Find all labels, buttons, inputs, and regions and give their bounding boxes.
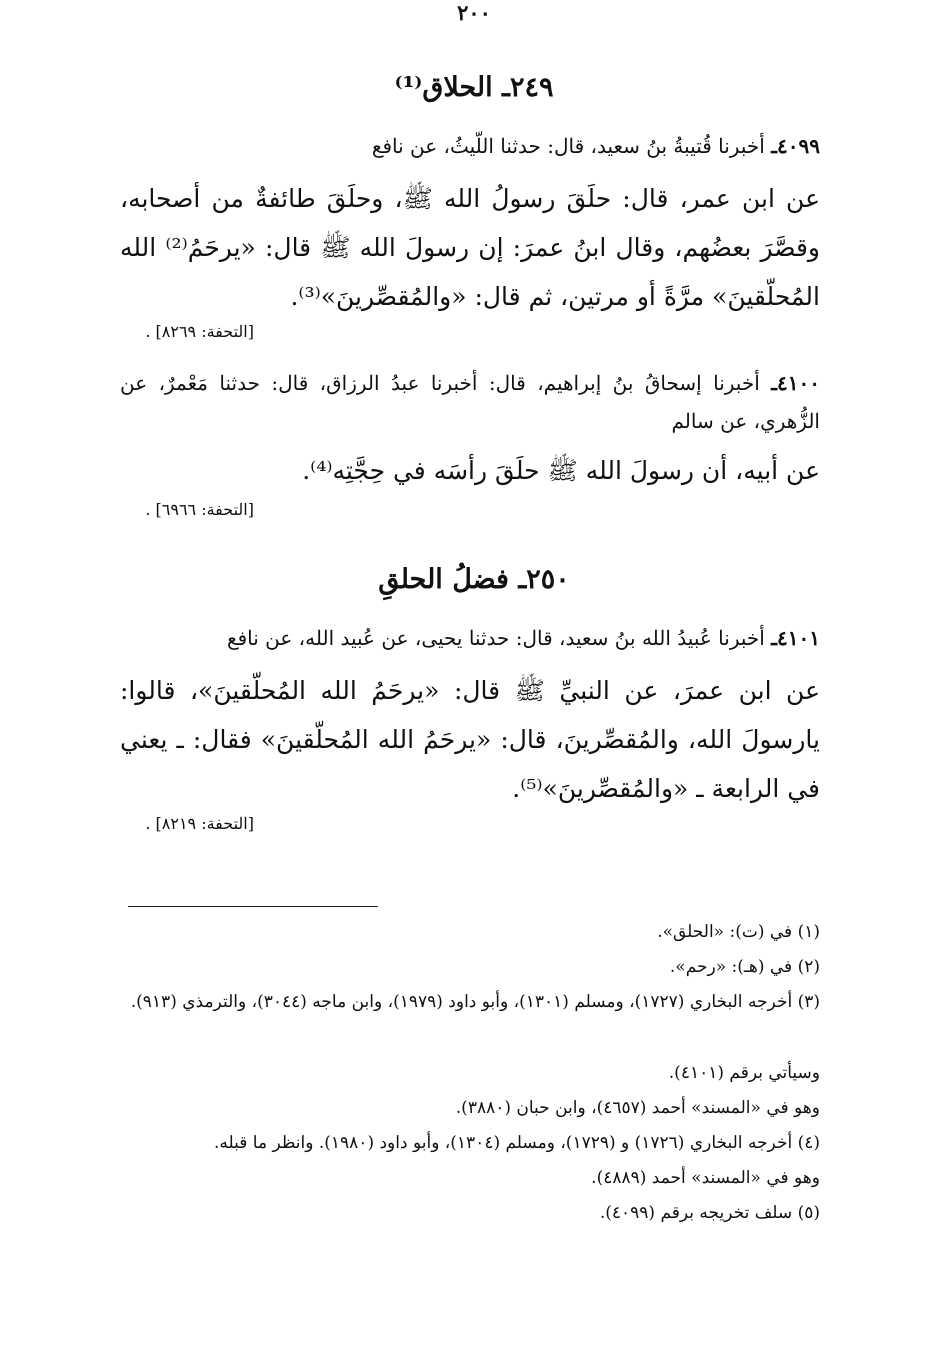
hadith-isnad [120,134,820,158]
hadith-isnad [120,626,820,650]
footnote: (١) في (ت): «الحلق». [657,922,820,942]
hadith-number: ٤٠٩٩ـ [771,134,820,158]
footnote: (٥) سلف تخريجه برقم (٤٠٩٩). [599,1203,820,1223]
hadith-matn: عن أبيه، أن رسولَ الله ﷺ حلَقَ رأسَه في حِجَّتِه⁽⁴⁾. [302,456,820,485]
isnad-text: أخبرنا قُتيبةُ بنُ سعيد، قال: حدثنا اللّيثُ، عن نافع [371,134,765,158]
footnote: (٣) أخرجه البخاري (١٧٢٧)، ومسلم (١٣٠١)، وأبو داود (١٩٧٩)، وابن ماجه (٣٠٤٤)، والترمذي (٩١٣). [130,992,820,1012]
footnote: وهو في «المسند» أحمد (٤٨٨٩). [591,1168,820,1188]
section-heading: ٢٤٩ـ الحلاق⁽¹⁾ [394,72,554,103]
hadith-matn: عن ابن عمرَ، عن النبيِّ ﷺ قال: «يرحَمُ الله المُحلّقينَ»، قالوا: يارسولَ الله، والمُقصِّرينَ، قال: «يرحَمُ الله المُحلّقينَ» فقال: ـ يعني في الرابعة ـ «والمُقصِّرينَ»⁽⁵⁾. [120,676,820,803]
section-heading: ٢٥٠ـ فضلُ الحلقِ [378,564,570,595]
footnote: (٤) أخرجه البخاري (١٧٢٦) و (١٧٢٩)، ومسلم (١٣٠٤)، وأبو داود (١٩٨٠). وانظر ما قبله. [213,1133,820,1153]
hadith-matn: عن ابن عمر، قال: حلَقَ رسولُ الله ﷺ، وحلَقَ طائفةٌ من أصحابه، وقصَّرَ بعضُهم، وقال ابنُ عمرَ: إن رسولَ الله ﷺ قال: «يرحَمُ⁽²⁾ الله المُحلّقينَ» مرَّةً أو مرتين، ثم قال: «والمُقصِّرينَ»⁽³⁾. [120,184,820,311]
isnad-text: أخبرنا عُبيدُ الله بنُ سعيد، قال: حدثنا يحيى، عن عُبيد الله، عن نافع [226,626,765,650]
footnote-separator [128,906,378,907]
hadith-number: ٤١٠٠ـ [771,371,820,395]
footnote: (٢) في (هـ): «رحم». [669,957,820,977]
hadith-isnad [120,364,820,440]
page-number: ٢٠٠ [457,0,491,25]
hadith-number: ٤١٠١ـ [771,626,820,650]
tuhfa-reference: [التحفة: ٨٢١٩] . [145,814,254,833]
tuhfa-reference: [التحفة: ٦٩٦٦] . [145,500,254,519]
footnote: وسيأتي برقم (٤١٠١). [668,1063,820,1083]
footnote: وهو في «المسند» أحمد (٤٦٥٧)، وابن حبان (٣٨٨٠). [455,1098,820,1118]
tuhfa-reference: [التحفة: ٨٢٦٩] . [145,322,254,341]
isnad-text: أخبرنا إسحاقُ بنُ إبراهيم، قال: أخبرنا عبدُ الرزاق، قال: حدثنا مَعْمرٌ، عن الزُّهري، عن سالم [120,371,820,433]
